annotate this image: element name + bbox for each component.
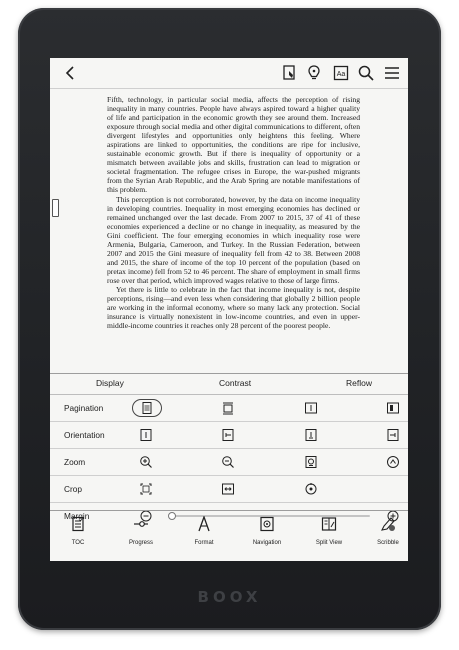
menu-icon[interactable] <box>383 64 401 82</box>
paragraph: Fifth, technology, in particular social media, affects the perception of rising inequality in many countries. People have always aspired toward a higher quality of life and participation in the economic growth they see around them. Increased exposure through social media and other digital communications to different, often divergent lifestyles and opportunities only heightens this feeling. Where aspirations are linked to opportunities, the conditions are ripe for inclusive, sustainable economic growth. But if there is inequality of opportunity or a mismatch between available jobs and skills, frustration can lead to migration or societal fragmentation. The refugee crises in Europe, the war-pushed migrants from the Syrian Arab Republic, and the Arab Spring are notable manifestations of this problem. <box>107 95 360 195</box>
brand-logo: BOOX <box>197 588 262 606</box>
lightbulb-icon[interactable] <box>305 64 323 82</box>
nav-scribble[interactable] <box>363 516 408 546</box>
nav-format[interactable] <box>179 516 229 546</box>
search-icon[interactable] <box>357 64 375 82</box>
back-arrow-icon[interactable] <box>62 64 80 82</box>
scroll-page-option[interactable] <box>218 399 238 417</box>
side-handle-icon[interactable] <box>52 199 59 217</box>
format-icon <box>196 516 212 532</box>
settings-tabs <box>50 374 408 395</box>
zoom-fit-icon[interactable] <box>301 453 321 471</box>
tab-contrast[interactable]: Contrast <box>219 378 252 388</box>
scribble-icon <box>380 516 396 532</box>
row-label: Orientation <box>64 430 105 440</box>
row-label: Pagination <box>64 403 104 413</box>
bottom-navigation <box>50 510 408 561</box>
bookmark-icon[interactable] <box>280 64 298 82</box>
nav-split-view[interactable] <box>304 516 354 546</box>
row-label: Margin <box>64 511 90 521</box>
nav-label: TOC <box>71 540 85 546</box>
top-toolbar <box>50 58 408 89</box>
nav-label: Navigation <box>252 540 282 546</box>
paragraph: Yet there is little to celebrate in the fact that income inequality is not, despite perceptions, rising—and even less when considering that globally 2 billion people are working in the informal economy, where so many lack any protection. Social insurance is virtually nonexistent in low-income countries, and even in upper-middle-income countries it reaches only 28 percent of the poorest people. <box>107 284 360 331</box>
pagination-row <box>50 395 408 422</box>
screen <box>50 58 408 561</box>
orientation-portrait-icon[interactable] <box>136 426 156 444</box>
nav-toc[interactable] <box>53 516 103 546</box>
tab-reflow[interactable]: Reflow <box>346 378 372 388</box>
split-view-icon <box>321 516 337 532</box>
orientation-right-icon[interactable] <box>383 426 403 444</box>
navigation-icon <box>259 516 275 532</box>
single-page-option[interactable] <box>132 399 162 417</box>
zoom-in-icon[interactable] <box>136 453 156 471</box>
text-size-icon[interactable] <box>332 64 350 82</box>
zoom-row <box>50 449 408 476</box>
page-text <box>107 95 360 330</box>
crop-width-icon[interactable] <box>218 480 238 498</box>
crop-row <box>50 476 408 503</box>
svg-text:Aa: Aa <box>336 71 346 78</box>
nav-label: Split View <box>315 540 343 546</box>
nav-label: Scribble <box>377 540 399 546</box>
manual-crop-icon[interactable] <box>301 480 321 498</box>
display-settings-panel <box>50 373 408 521</box>
double-page-option[interactable] <box>383 399 403 417</box>
zoom-reset-icon[interactable] <box>383 453 403 471</box>
auto-crop-icon[interactable] <box>136 480 156 498</box>
orientation-row <box>50 422 408 449</box>
orientation-down-icon[interactable] <box>301 426 321 444</box>
progress-icon <box>133 516 149 532</box>
nav-navigation[interactable] <box>242 516 292 546</box>
nav-label: Format <box>194 540 214 546</box>
row-label: Crop <box>64 484 82 494</box>
reading-area[interactable] <box>50 89 408 373</box>
toc-icon <box>70 516 86 532</box>
zoom-out-icon[interactable] <box>218 453 238 471</box>
split-page-option[interactable] <box>301 399 321 417</box>
nav-progress[interactable] <box>116 516 166 546</box>
tab-display[interactable]: Display <box>96 378 124 388</box>
ereader-device <box>18 8 441 630</box>
paragraph: This perception is not corroborated, however, by the data on income inequality in developing countries. Inequality in most emerging economies has declined or remained unchanged over the last decade. From 2007 to 2015, 37 of 41 of these economies experienced a decline or no change in inequality, as measured by the Gini coefficient. The four emerging economies in which inequality rose were Armenia, Bulgaria, Cameroon, and Turkey. In the Russian Federation, between 2007 and 2015 the Gini measure of inequality fell from 42 to 38. Between 2008 and 2015, the share of income of the top 10 percent of the population (based on pretax income) fell from 52 to 46 percent. The share of employment in small firms rose over that period, which improved wages relative to those of large firms. <box>107 194 360 285</box>
nav-label: Progress <box>128 540 153 546</box>
row-label: Zoom <box>64 457 86 467</box>
orientation-left-icon[interactable] <box>218 426 238 444</box>
